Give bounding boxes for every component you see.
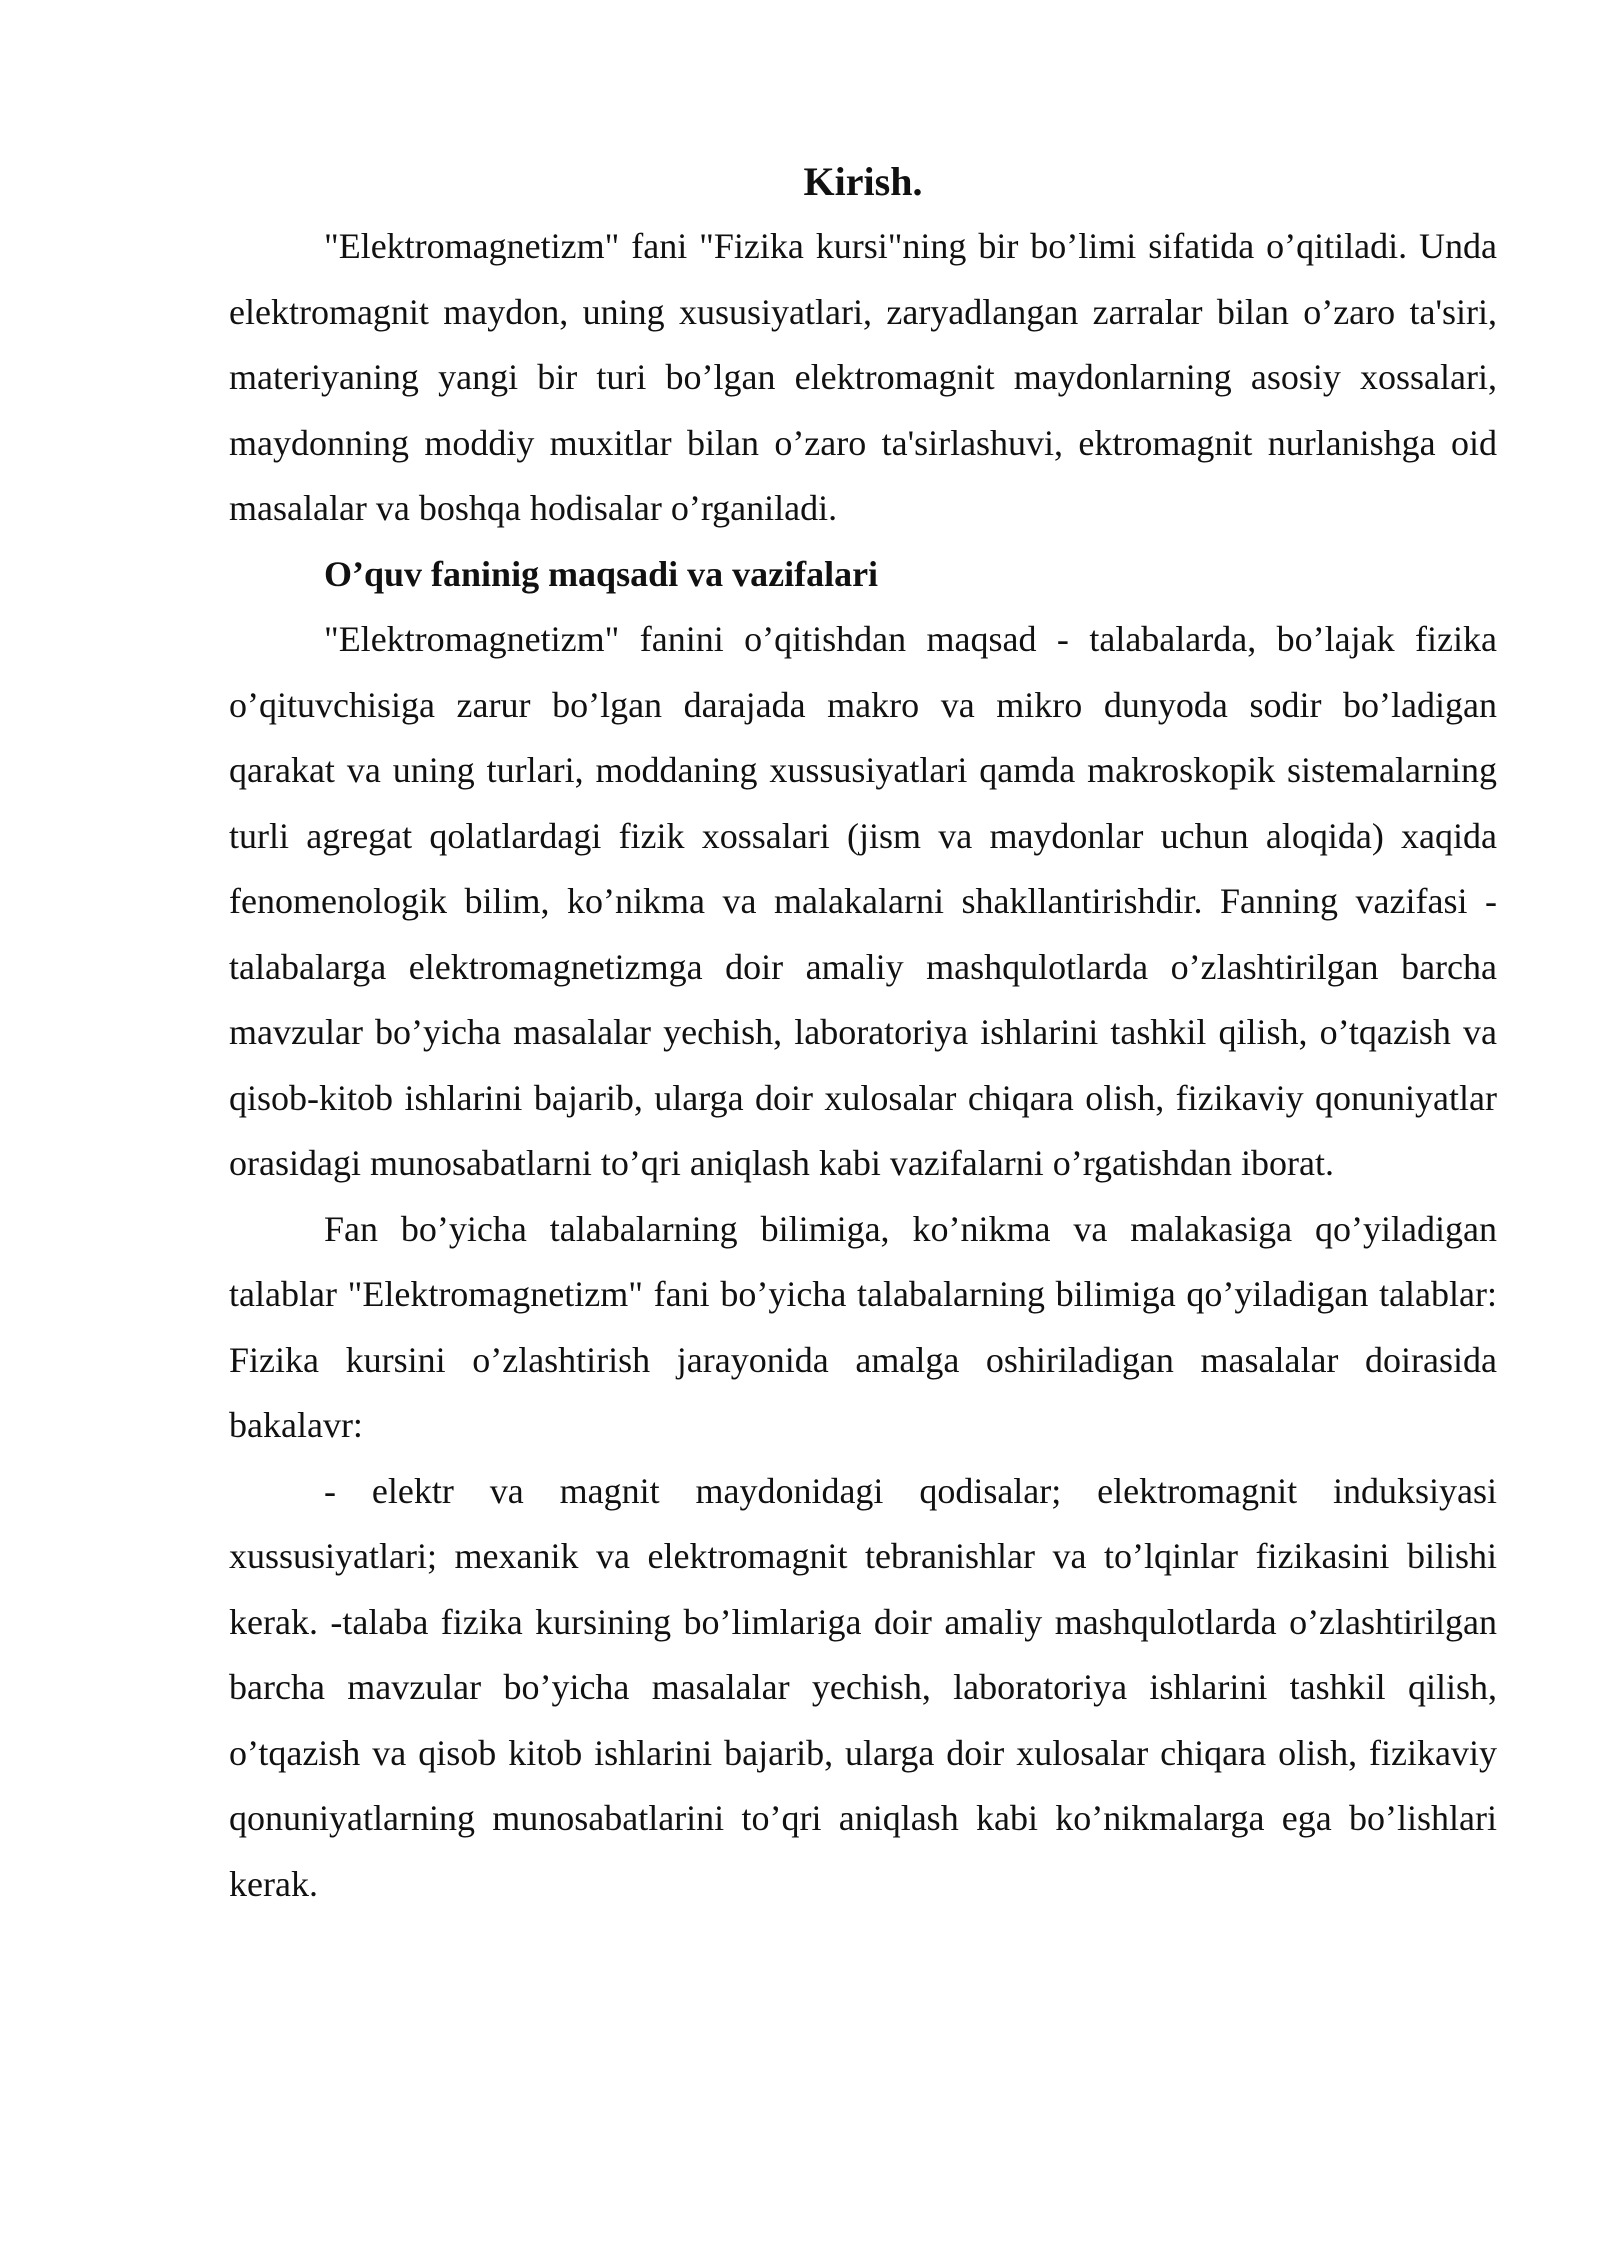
list-paragraph: - elektr va magnit maydonidagi qodisalar; elektromagnit induksiyasi xussusiyatlari; mexanik va elektromagnit tebranishlar va to’lqinlar fizikasini bilishi kerak. -talaba fizika kursining bo’limlariga doir amaliy mashqulotlarda o’zlashtirilgan barcha mavzular bo’yicha masalalar yechish, laboratoriya ishlarini tashkil qilish, o’tqazish va qisob kitob ishlarini bajarib, ularga doir xulosalar chiqara olish, fizikaviy qonuniyatlarning munosabatlarini to’qri aniqlash kabi ko’nikmalarga ega bo’lishlari kerak. xyxy=(229,1470,1497,1904)
intro-paragraph: "Elektromagnetizm" fani "Fizika kursi"ning bir bo’limi sifatida o’qitiladi. Unda elektromagnit maydon, uning xususiyatlari, zaryadlangan zarralar bilan o’zaro ta'siri, materiyaning yangi bir turi bo’lgan elektromagnit maydonlarning asosiy xossalari, maydonning moddiy muxitlar bilan o’zaro ta'sirlashuvi, ektromagnit nurlanishga oid masalalar va boshqa hodisalar o’rganiladi. xyxy=(229,226,1497,528)
document-body xyxy=(229,150,1497,1917)
section-heading: O’quv faninig maqsadi va vazifalari xyxy=(324,553,879,594)
goals-paragraph: "Elektromagnetizm" fanini o’qitishdan maqsad - talabalarda, bo’lajak fizika o’qituvchisiga zarur bo’lgan darajada makro va mikro dunyoda sodir bo’ladigan qarakat va uning turlari, moddaning xussusiyatlari qamda makroskopik sistemalarning turli agregat qolatlardagi fizik xossalari (jism va maydonlar uchun aloqida) xaqida fenomenologik bilim, ko’nikma va malakalarni shakllantirishdir. Fanning vazifasi - talabalarga elektromagnetizmga doir amaliy mashqulotlarda o’zlashtirilgan barcha mavzular bo’yicha masalalar yechish, laboratoriya ishlarini tashkil qilish, o’tqazish va qisob-kitob ishlarini bajarib, ularga doir xulosalar chiqara olish, fizikaviy qonuniyatlar orasidagi munosabatlarni to’qri aniqlash kabi vazifalarni o’rgatishdan iborat. xyxy=(229,619,1497,1183)
requirements-paragraph: Fan bo’yicha talabalarning bilimiga, ko’nikma va malakasiga qo’yiladigan talablar "Elektromagnetizm" fani bo’yicha talabalarning bilimiga qo’yiladigan talablar: Fizika kursini o’zlashtirish jarayonida amalga oshiriladigan masalalar doirasida bakalavr: xyxy=(229,1208,1497,1445)
document-title: Kirish. xyxy=(803,159,923,204)
